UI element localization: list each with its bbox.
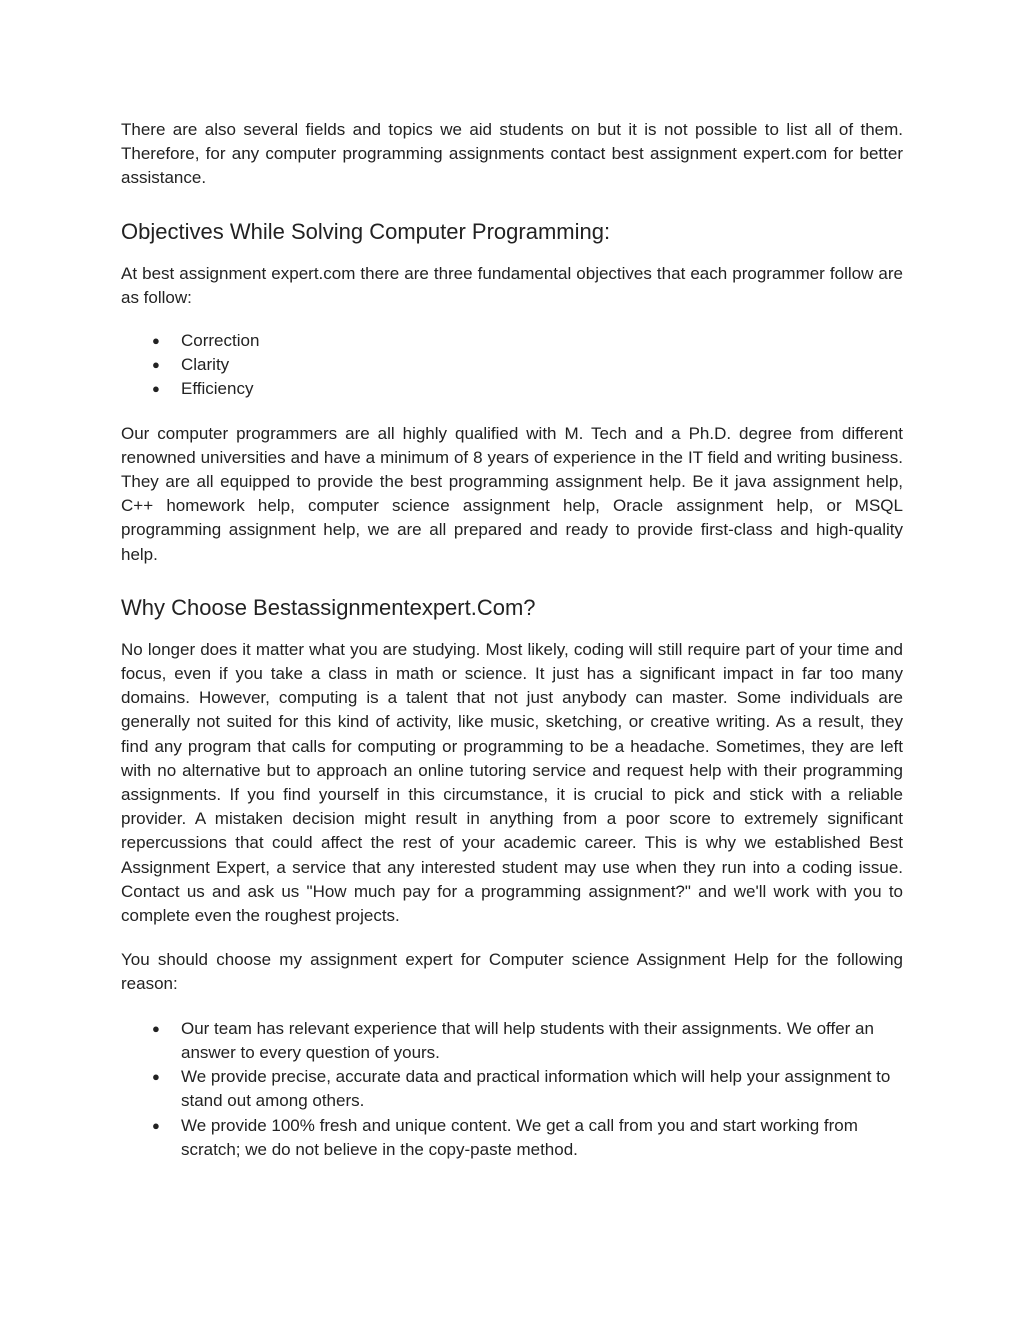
document-page <box>121 118 903 1162</box>
bullet-icon: ● <box>152 1020 160 1036</box>
why-choose-heading: Why Choose Bestassignmentexpert.Com? <box>121 594 536 620</box>
list-item <box>121 1065 903 1113</box>
objectives-heading: Objectives While Solving Computer Programming: <box>121 218 611 244</box>
reasons-list <box>121 1017 903 1162</box>
bullet-icon: ● <box>152 333 160 349</box>
why-choose-paragraph: No longer does it matter what you are studying. Most likely, coding will still require part of your time and focus, even if you take a class in math or science. It just has a significant impact in far too many domains. However, computing is a talent that not just anybody can master. Some individuals are generally not suited for this kind of activity, like music, sketching, or creative writing. As a result, they find any program that calls for computing or programming to be a headache. Sometimes, they are left with no alternative but to approach an online tutoring service and request help with their programming assignments. If you find yourself in this circumstance, it is crucial to pick and stick with a reliable provider. A mistaken decision might result in anything from a poor score to extremely significant repercussions that could affect the rest of your academic career. This is why we established Best Assignment Expert, a service that any interested student may use when they run into a coding issue. Contact us and ask us "How much pay for a programming assignment?" and we'll work with you to complete even the roughest projects. <box>121 639 903 926</box>
bullet-icon: ● <box>152 1069 160 1085</box>
bullet-icon: ● <box>152 381 160 397</box>
list-item-text: Efficiency <box>181 379 254 399</box>
list-item <box>121 353 903 377</box>
list-item <box>121 1114 903 1162</box>
list-item-text: Our team has relevant experience that will help students with their assignments. We offer an answer to every question of yours. <box>181 1018 874 1062</box>
list-item-text: We provide 100% fresh and unique content. We get a call from you and start working from scratch; we do not believe in the copy-paste method. <box>181 1115 858 1159</box>
list-item-text: We provide precise, accurate data and practical information which will help your assignment to stand out among others. <box>181 1067 891 1111</box>
list-item <box>121 377 903 401</box>
bullet-icon: ● <box>152 1117 160 1133</box>
list-item <box>121 1017 903 1065</box>
list-item-text: Clarity <box>181 355 230 375</box>
objectives-list <box>121 329 903 402</box>
intro-paragraph: There are also several fields and topics we aid students on but it is not possible to list all of them. Therefore, for any computer programming assignments contact best assignment expert.com for better assistance. <box>121 120 903 188</box>
list-item-text: Correction <box>181 331 260 351</box>
objectives-paragraph: At best assignment expert.com there are three fundamental objectives that each programmer follow are as follow: <box>121 263 903 307</box>
bullet-icon: ● <box>152 357 160 373</box>
reason-intro-paragraph: You should choose my assignment expert for Computer science Assignment Help for the following reason: <box>121 950 903 994</box>
programmers-paragraph: Our computer programmers are all highly qualified with M. Tech and a Ph.D. degree from different renowned universities and have a minimum of 8 years of experience in the IT field and writing business. They are all equipped to provide the best programming assignment help. Be it java assignment help, C++ homework help, computer science assignment help, Oracle assignment help, or MSQL programming assignment help, we are all prepared and ready to provide first-class and high-quality help. <box>121 423 903 564</box>
list-item <box>121 329 903 353</box>
